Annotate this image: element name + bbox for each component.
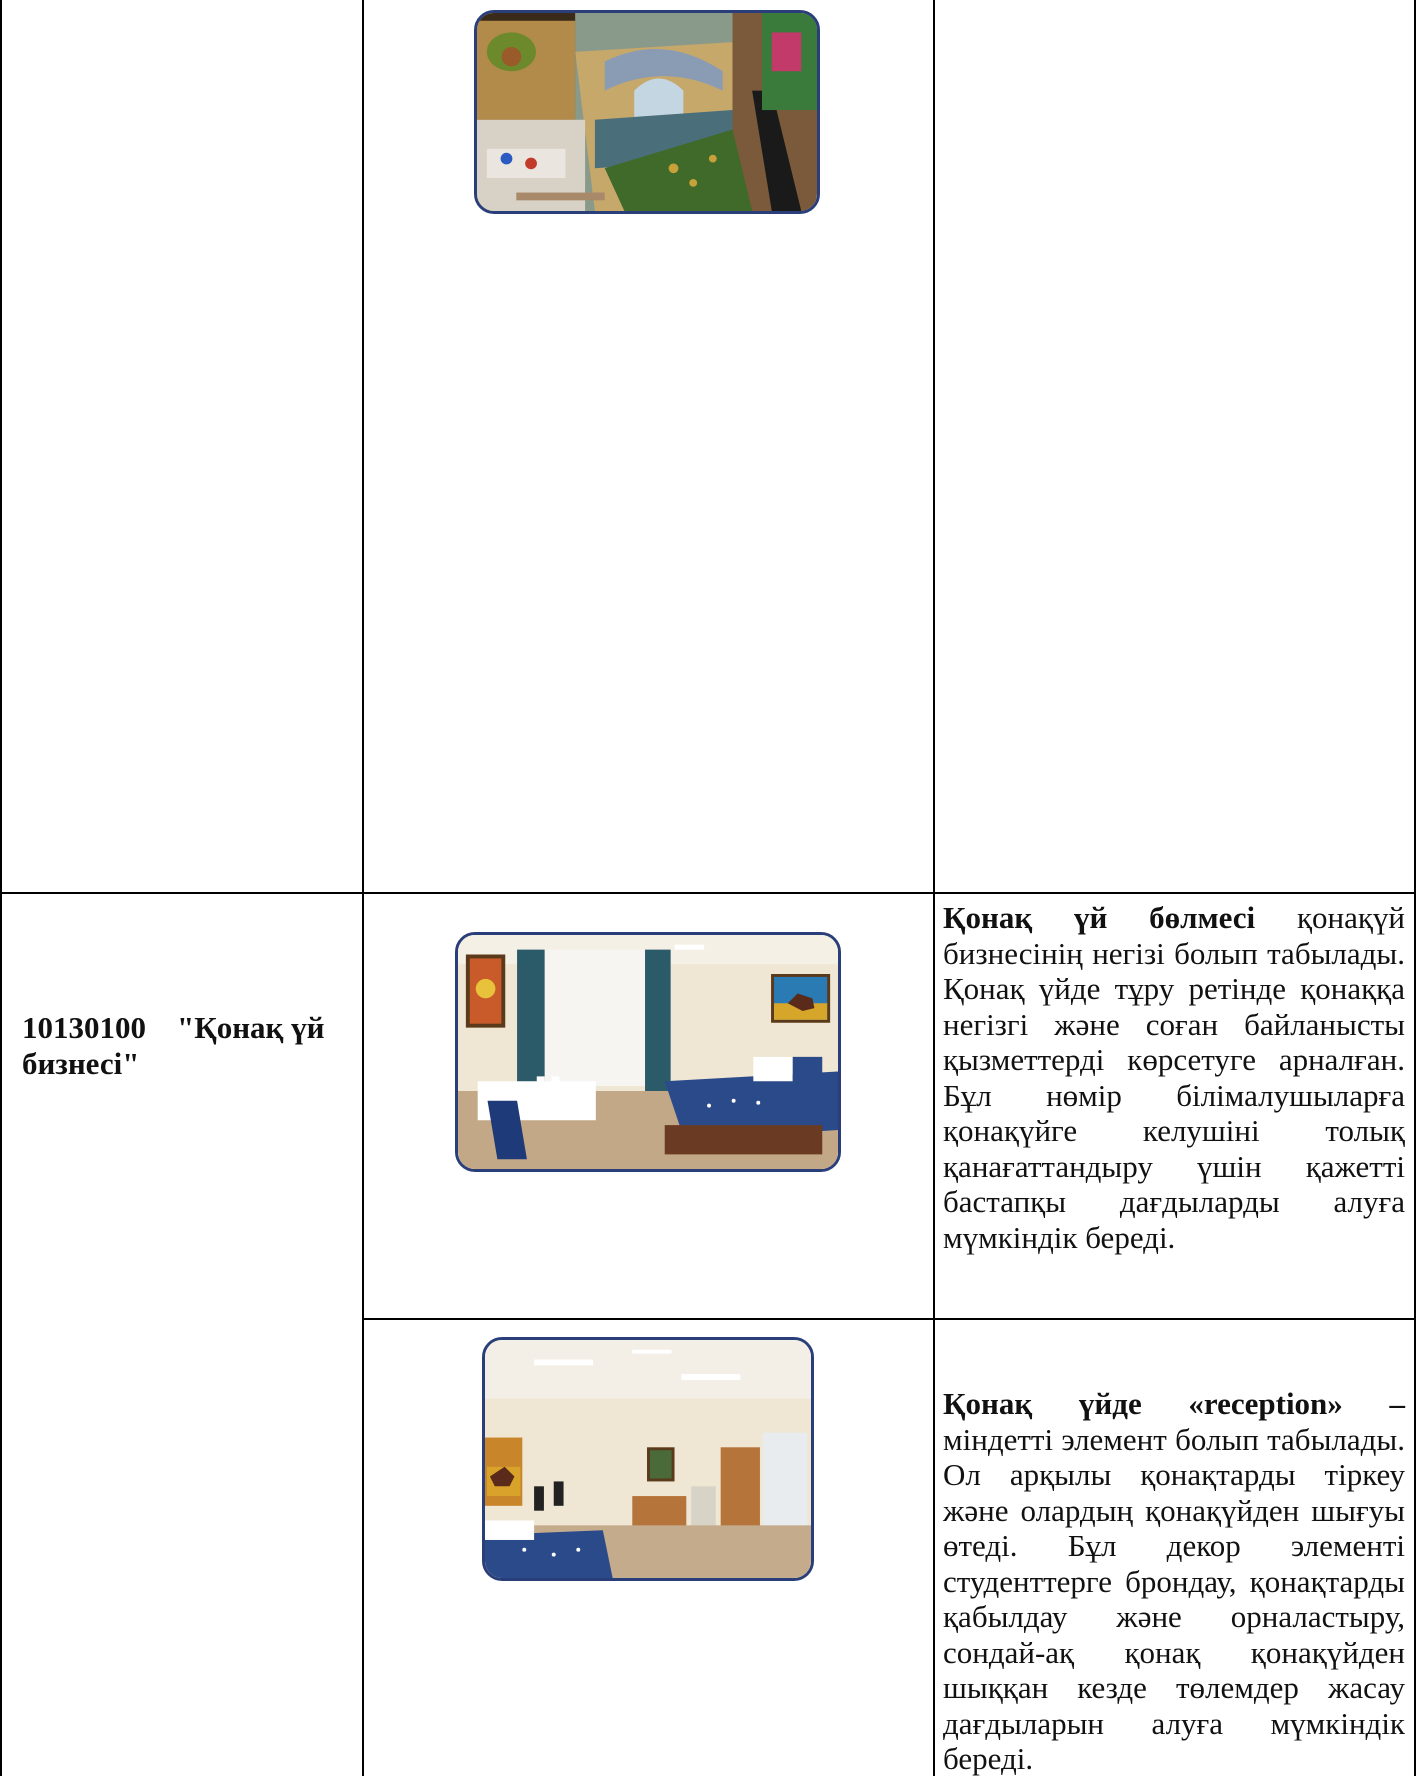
table-col-divider-2 <box>933 0 935 1776</box>
specialty-cell <box>22 1010 352 1082</box>
hotel-room-text: қонақүй бизнесінің негізі болып табылады. Қонақ үйде тұру ретінде қонаққа негізгі және соған байланысты қызметтерді көрсетуге арналған. Бұл нөмір білімалушыларға қонақүйге келушіні толық қанағаттандыру үшін қажетті бастапқы дағдыларды алуға мүмкіндік береді. <box>943 900 1405 1255</box>
table-border-left <box>0 0 2 1776</box>
hotel-room-title: Қонақ үй бөлмесі <box>943 900 1256 935</box>
specialty-code: 10130100 <box>22 1010 146 1045</box>
table-col-divider-1 <box>362 0 364 1776</box>
reception-text: міндетті элемент болып табылады. Ол арқылы қонақтарды тіркеу және олардың қонақүйден шығуы өтеді. Бұл декор элементі студенттерге брондау, қонақтарды қабылдау және орналастыру, сондай-ақ қонақ қонақүйден шыққан кезде төлемдер жасау дағдыларын алуға мүмкіндік береді. <box>943 1421 1405 1776</box>
table-row-divider-1 <box>0 892 1416 894</box>
art-studio-photo <box>474 10 820 214</box>
table-row-divider-2 <box>362 1318 1416 1320</box>
hotel-room-description <box>943 900 1405 1255</box>
reception-title: Қонақ үйде «reception» – <box>943 1386 1405 1421</box>
reception-description <box>943 1386 1405 1777</box>
specialty-name: "Қонақ үй бизнесі" <box>22 1010 325 1081</box>
table-border-right <box>1414 0 1416 1776</box>
reception-photo <box>482 1337 814 1581</box>
hotel-room-photo <box>455 932 841 1172</box>
